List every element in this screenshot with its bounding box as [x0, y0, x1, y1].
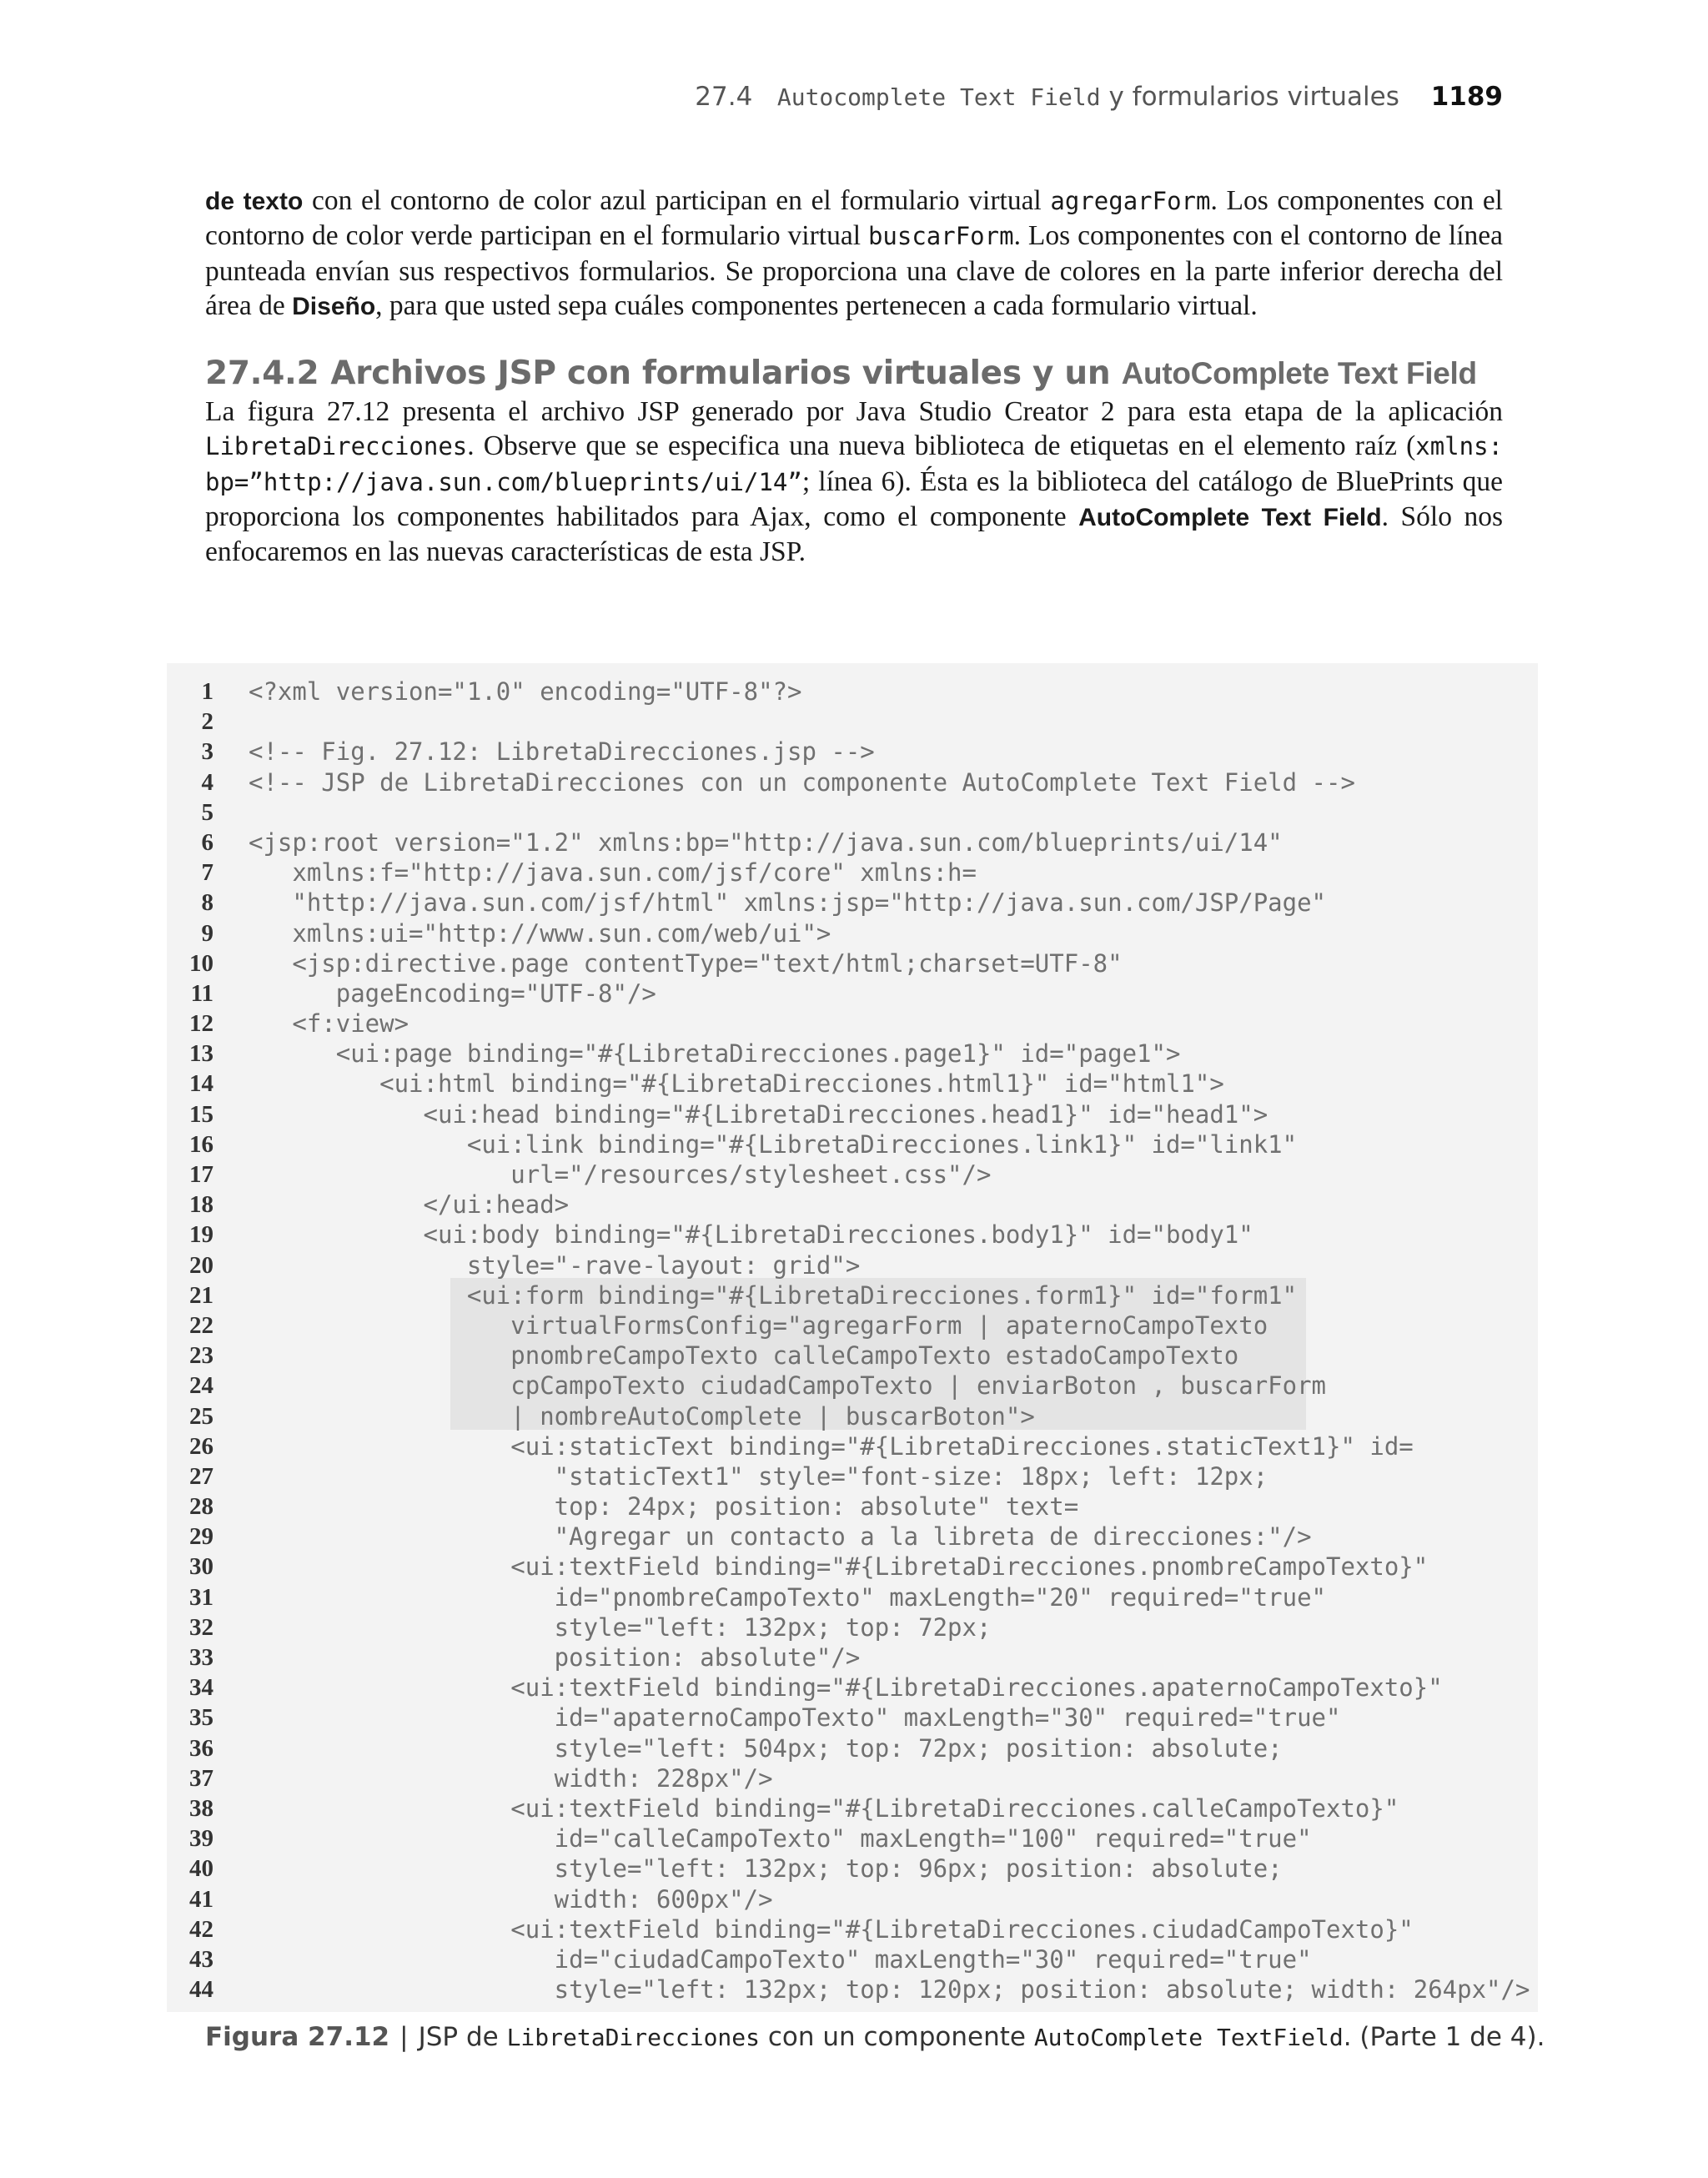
line-number: 12	[189, 1010, 214, 1038]
code-line	[0, 1793, 1708, 1823]
code-text: <ui:textField binding="#{LibretaDirecciones.apaternoCampoTexto}"	[249, 1673, 1443, 1703]
code-text: <!-- JSP de LibretaDirecciones con un componente AutoComplete Text Field -->	[249, 767, 1355, 797]
caption-text: . (Parte 1 de 4).	[1343, 2022, 1545, 2052]
section-title: Archivos JSP con formularios virtuales y un	[330, 355, 1122, 392]
code-line	[0, 797, 1708, 827]
caption-text: JSP de	[418, 2022, 507, 2052]
code-text: virtualFormsConfig="agregarForm | apaternoCampoTexto	[249, 1310, 1268, 1340]
code-line	[0, 1672, 1708, 1703]
line-number: 29	[189, 1523, 214, 1551]
code-line	[0, 1009, 1708, 1039]
code-term: LibretaDirecciones	[205, 432, 468, 461]
code-text: <?xml version="1.0" encoding="UTF-8"?>	[249, 677, 802, 706]
paragraph-text: . Los componentes con el contorno de color verde participan en el formulario virtual	[205, 185, 1503, 252]
line-number: 28	[189, 1493, 214, 1521]
code-line	[0, 1039, 1708, 1069]
code-text: "Agregar un contacto a la libreta de direcciones:"/>	[249, 1522, 1312, 1552]
caption-code-term: AutoComplete TextField	[1033, 2024, 1344, 2051]
code-line	[0, 1099, 1708, 1129]
caption-label: Figura 27.12	[205, 2022, 390, 2052]
line-number: 27	[189, 1462, 214, 1490]
line-number: 38	[189, 1794, 214, 1822]
paragraph-text: ; línea 6). Ésta es la biblioteca del catálogo de BluePrints que proporciona los componentes habilitados para Ajax, como el componente	[205, 465, 1503, 532]
line-number: 5	[201, 798, 214, 826]
line-number: 31	[189, 1583, 214, 1611]
line-number: 4	[201, 768, 214, 796]
code-line	[0, 1944, 1708, 1974]
section-title-ui: AutoComplete Text Field	[1121, 356, 1477, 390]
line-number: 8	[201, 889, 214, 917]
line-number: 33	[189, 1644, 214, 1671]
code-line	[0, 1491, 1708, 1522]
code-line	[0, 737, 1708, 767]
code-text: <ui:html binding="#{LibretaDirecciones.html1}" id="html1">	[249, 1069, 1224, 1099]
code-text: style="-rave-layout: grid">	[249, 1250, 861, 1280]
code-text: id="apaternoCampoTexto" maxLength="30" required="true"	[249, 1703, 1341, 1733]
code-line	[0, 1763, 1708, 1793]
code-text: "staticText1" style="font-size: 18px; left: 12px;	[249, 1461, 1268, 1491]
code-line	[0, 1129, 1708, 1159]
line-number: 11	[190, 979, 214, 1007]
page-number: 1189	[1430, 82, 1503, 112]
code-text: <ui:head binding="#{LibretaDirecciones.head1}" id="head1">	[249, 1099, 1268, 1129]
code-text: </ui:head>	[249, 1190, 570, 1220]
code-text: id="calleCampoTexto" maxLength="100" required="true"	[249, 1824, 1312, 1854]
code-line	[0, 858, 1708, 888]
line-number: 18	[189, 1191, 214, 1219]
code-line	[0, 1220, 1708, 1250]
code-text: id="ciudadCampoTexto" maxLength="30" required="true"	[249, 1944, 1312, 1974]
code-line	[0, 1190, 1708, 1220]
caption-code-term: LibretaDirecciones	[506, 2024, 760, 2051]
code-line	[0, 1371, 1708, 1401]
line-number: 42	[189, 1915, 214, 1943]
code-line	[0, 978, 1708, 1009]
code-line	[0, 677, 1708, 707]
code-line	[0, 1552, 1708, 1582]
code-text: <f:view>	[249, 1009, 409, 1039]
code-text: | nombreAutoComplete | buscarBoton">	[249, 1401, 1035, 1431]
code-line	[0, 1250, 1708, 1280]
code-text: cpCampoTexto ciudadCampoTexto | enviarBoton , buscarForm	[249, 1371, 1327, 1401]
code-text: id="pnombreCampoTexto" maxLength="20" required="true"	[249, 1582, 1327, 1612]
code-text: style="left: 132px; top: 96px; position: absolute;	[249, 1854, 1283, 1884]
code-text: <ui:page binding="#{LibretaDirecciones.page1}" id="page1">	[249, 1039, 1181, 1069]
code-text: pnombreCampoTexto calleCampoTexto estadoCampoTexto	[249, 1341, 1239, 1371]
code-term: agregarForm	[1050, 187, 1211, 215]
code-line	[0, 1522, 1708, 1552]
code-line	[0, 1431, 1708, 1461]
paragraph-text: , para que usted sepa cuáles componentes pertenecen a cada formulario virtual.	[375, 289, 1258, 321]
code-text: <ui:textField binding="#{LibretaDirecciones.ciudadCampoTexto}"	[249, 1914, 1414, 1944]
line-number: 41	[189, 1885, 214, 1913]
ui-term: de texto	[205, 188, 304, 215]
code-text: width: 228px"/>	[249, 1763, 773, 1793]
line-number: 3	[201, 738, 214, 766]
line-number: 21	[189, 1281, 214, 1309]
code-line	[0, 1461, 1708, 1491]
line-number: 10	[189, 949, 214, 977]
line-number: 15	[189, 1100, 214, 1128]
code-line	[0, 1341, 1708, 1371]
line-number: 7	[201, 859, 214, 887]
line-number: 13	[189, 1040, 214, 1068]
line-number: 9	[201, 919, 214, 947]
code-term: buscarForm	[867, 222, 1014, 251]
code-line	[0, 1914, 1708, 1944]
code-line	[0, 1582, 1708, 1612]
line-number: 39	[189, 1825, 214, 1853]
line-number: 20	[189, 1251, 214, 1279]
header-title: y formularios virtuales	[1108, 82, 1399, 112]
line-number: 34	[189, 1674, 214, 1702]
paragraph-text: . Observe que se especifica una nueva biblioteca de etiquetas en el elemento raíz (	[467, 430, 1416, 462]
line-number: 22	[189, 1311, 214, 1339]
code-text: <ui:textField binding="#{LibretaDirecciones.pnombreCampoTexto}"	[249, 1552, 1429, 1582]
code-line	[0, 1642, 1708, 1672]
code-line	[0, 1884, 1708, 1914]
code-line	[0, 767, 1708, 797]
section-heading	[205, 355, 1477, 392]
paragraph-text: con el contorno de color azul participan en el formulario virtual	[303, 185, 1051, 216]
code-text: top: 24px; position: absolute" text=	[249, 1492, 1079, 1522]
code-text: <ui:textField binding="#{LibretaDirecciones.calleCampoTexto}"	[249, 1793, 1399, 1823]
code-line	[0, 1612, 1708, 1642]
caption-separator: |	[399, 2022, 409, 2052]
code-line	[0, 948, 1708, 978]
line-number: 1	[201, 678, 214, 705]
code-line	[0, 1733, 1708, 1763]
header-section-number: 27.4	[695, 82, 753, 112]
code-line	[0, 1159, 1708, 1190]
code-line	[0, 1974, 1708, 2004]
code-text: pageEncoding="UTF-8"/>	[249, 978, 656, 1008]
code-line	[0, 1854, 1708, 1884]
code-text: <ui:body binding="#{LibretaDirecciones.body1}" id="body1"	[249, 1220, 1253, 1250]
code-line	[0, 888, 1708, 918]
code-line	[0, 1401, 1708, 1431]
paragraph-jsp-intro	[205, 395, 1503, 569]
code-text: xmlns:f="http://java.sun.com/jsf/core" xmlns:h=	[249, 858, 977, 888]
line-number: 36	[189, 1734, 214, 1762]
line-number: 16	[189, 1130, 214, 1158]
paragraph-text: . Sólo nos enfocaremos en las nuevas características de esta JSP.	[205, 500, 1504, 568]
line-number: 19	[189, 1221, 214, 1249]
code-text: style="left: 132px; top: 72px;	[249, 1612, 992, 1642]
line-number: 26	[189, 1432, 214, 1460]
code-line	[0, 1069, 1708, 1099]
code-line	[0, 1823, 1708, 1854]
header-mono-title: Autocomplete Text Field	[776, 83, 1101, 111]
line-number: 2	[201, 708, 214, 736]
code-text: <!-- Fig. 27.12: LibretaDirecciones.jsp -->	[249, 737, 875, 767]
code-listing	[0, 677, 1708, 2004]
code-text: <jsp:directive.page contentType="text/html;charset=UTF-8"	[249, 948, 1123, 978]
code-text: <ui:form binding="#{LibretaDirecciones.form1}" id="form1"	[249, 1280, 1298, 1310]
code-text: xmlns:ui="http://www.sun.com/web/ui">	[249, 918, 831, 948]
code-line	[0, 1703, 1708, 1733]
code-text: style="left: 504px; top: 72px; position: absolute;	[249, 1733, 1283, 1763]
code-text: position: absolute"/>	[249, 1643, 861, 1672]
line-number: 40	[189, 1855, 214, 1883]
code-text: style="left: 132px; top: 120px; position: absolute; width: 264px"/>	[249, 1975, 1530, 2004]
running-header	[695, 82, 1503, 112]
ui-term: AutoComplete Text Field	[1078, 503, 1382, 531]
line-number: 24	[189, 1372, 214, 1400]
line-number: 6	[201, 828, 214, 856]
line-number: 37	[189, 1764, 214, 1792]
line-number: 35	[189, 1704, 214, 1732]
code-line	[0, 707, 1708, 737]
paragraph-virtual-forms	[205, 184, 1503, 324]
line-number: 14	[189, 1070, 214, 1098]
paragraph-text: . Los componentes con el contorno de línea punteada envían sus respectivos formularios. Se proporciona una clave de colores en la parte inferior derecha del área de	[205, 220, 1503, 321]
line-number: 23	[189, 1342, 214, 1370]
code-line	[0, 827, 1708, 858]
code-text: "http://java.sun.com/jsf/html" xmlns:jsp="http://java.sun.com/JSP/Page"	[249, 888, 1327, 918]
code-line	[0, 1280, 1708, 1310]
code-line	[0, 918, 1708, 948]
code-text: url="/resources/stylesheet.css"/>	[249, 1160, 992, 1189]
code-text: width: 600px"/>	[249, 1884, 773, 1914]
line-number: 17	[189, 1161, 214, 1188]
line-number: 25	[189, 1402, 214, 1430]
line-number: 43	[189, 1945, 214, 1973]
line-number: 32	[189, 1613, 214, 1641]
caption-text: con un componente	[760, 2022, 1034, 2052]
code-line	[0, 1310, 1708, 1341]
ui-term: Diseño	[292, 292, 376, 320]
code-text: <ui:staticText binding="#{LibretaDirecciones.staticText1}" id=	[249, 1431, 1414, 1461]
figure-caption	[205, 2022, 1545, 2052]
line-number: 30	[189, 1553, 214, 1581]
paragraph-text: La figura 27.12 presenta el archivo JSP generado por Java Studio Creator 2 para esta etapa de la aplicación	[205, 396, 1503, 427]
code-text: <jsp:root version="1.2" xmlns:bp="http://java.sun.com/blueprints/ui/14"	[249, 827, 1283, 857]
section-number: 27.4.2	[205, 355, 319, 392]
code-term: xmlns: bp=”http://java.sun.com/blueprints/ui/14”	[205, 432, 1503, 496]
code-text: <ui:link binding="#{LibretaDirecciones.link1}" id="link1"	[249, 1129, 1298, 1159]
line-number: 44	[189, 1976, 214, 2004]
